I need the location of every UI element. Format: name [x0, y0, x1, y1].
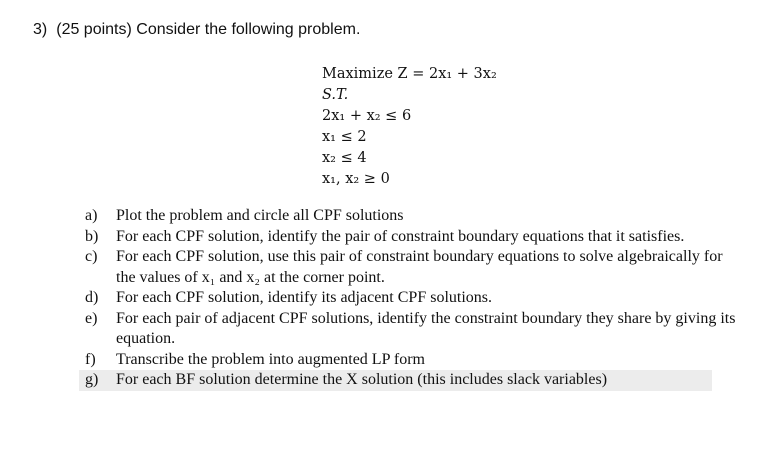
part-text: For each BF solution determine the X solution (this includes slack variables)	[116, 371, 608, 388]
list-item	[85, 309, 745, 350]
part-letter: a)	[85, 207, 98, 224]
objective-function	[322, 64, 497, 85]
part-text: For each CPF solution, use this pair of constraint boundary equations to solve algebraically for the values of x₁ and x₂ at the corner point.	[116, 248, 723, 286]
question-parts-list	[85, 206, 745, 391]
constraint: x₁, x₂ ≥ 0	[322, 171, 390, 187]
part-letter: g)	[85, 371, 99, 388]
question-header	[33, 21, 360, 39]
part-letter: e)	[85, 309, 98, 327]
list-item	[85, 350, 745, 371]
list-item	[85, 206, 745, 227]
objective-text: Maximize Z = 2x₁ + 3x₂	[322, 66, 497, 82]
list-item-highlighted	[79, 370, 712, 391]
subject-to-label: S.T.	[322, 87, 349, 103]
question-number: 3)	[33, 21, 48, 38]
part-text: For each pair of adjacent CPF solutions, identify the constraint boundary they share by giving its equation.	[116, 309, 736, 347]
part-letter: c)	[85, 248, 98, 265]
constraint: x₁ ≤ 2	[322, 129, 367, 145]
part-text: Plot the problem and circle all CPF solutions	[116, 207, 404, 224]
part-text: For each CPF solution, identify its adjacent CPF solutions.	[116, 289, 492, 306]
part-letter: d)	[85, 289, 99, 306]
part-text: Transcribe the problem into augmented LP form	[116, 350, 425, 368]
list-item	[85, 247, 745, 288]
list-item	[85, 288, 745, 309]
constraint: 2x₁ + x₂ ≤ 6	[322, 108, 412, 124]
constraint: x₂ ≤ 4	[322, 150, 367, 166]
part-text: For each CPF solution, identify the pair of constraint boundary equations that it satisfies.	[116, 227, 685, 245]
question-heading: (25 points) Consider the following problem.	[56, 21, 361, 38]
part-letter: f)	[85, 350, 96, 368]
list-item	[85, 227, 745, 248]
part-letter: b)	[85, 227, 99, 245]
lp-formulation	[322, 64, 497, 190]
